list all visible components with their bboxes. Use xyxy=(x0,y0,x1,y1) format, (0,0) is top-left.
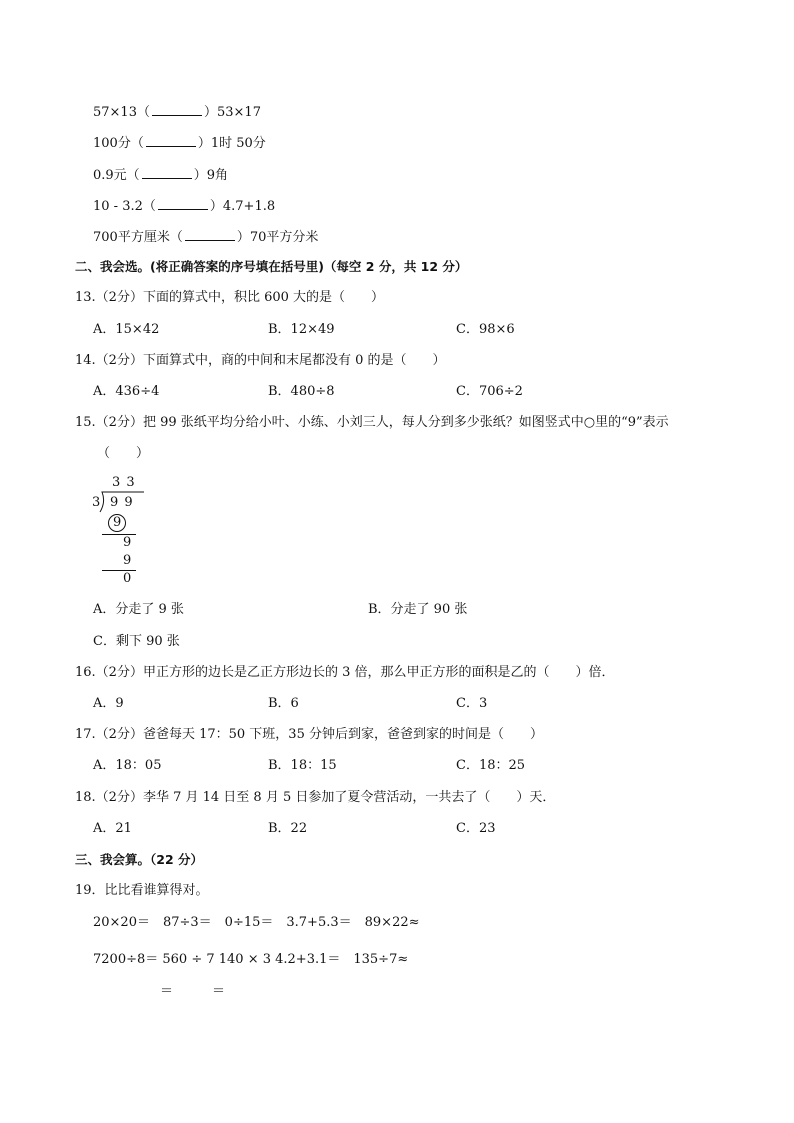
option-c[interactable]: C．剩下 90 张 xyxy=(93,634,180,649)
question-18: 18.（2分）李华 7 月 14 日至 8 月 5 日参加了夏令营活动，一共去了（ ）天． xyxy=(75,790,556,805)
calc-row-2: 7200÷8＝ 560 ÷ 7 140 × 3 4.2+3.1＝ 135÷7≈ xyxy=(93,952,409,967)
option-c[interactable]: C．23 xyxy=(456,821,496,836)
question-15: 15.（2分）把 99 张纸平均分给小叶、小练、小刘三人，每人分到多少张纸？如图竖式中○里的“9”表示 xyxy=(75,415,669,430)
option-c[interactable]: C．706÷2 xyxy=(456,384,523,399)
question-14: 14.（2分）下面算式中，商的中间和末尾都没有 0 的是（ ） xyxy=(75,353,446,368)
compare-line-4 xyxy=(93,197,275,215)
option-a[interactable]: A．9 xyxy=(93,696,124,711)
division-dividend: 9 9 xyxy=(110,495,134,510)
answer-blank[interactable] xyxy=(185,228,235,241)
section-heading-3: 三、我会算。（22 分） xyxy=(75,852,203,867)
option-b[interactable]: B．22 xyxy=(268,821,308,836)
section-heading-2: 二、我会选。(将正确答案的序号填在括号里)（每空 2 分，共 12 分） xyxy=(75,259,468,274)
division-divisor: 3 xyxy=(92,495,101,510)
compare-right: ）1时 50分 xyxy=(197,136,266,151)
question-16: 16.（2分）甲正方形的边长是乙正方形边长的 3 倍，那么甲正方形的面积是乙的（ ）倍． xyxy=(75,665,615,680)
compare-left: 700平方厘米（ xyxy=(93,230,183,245)
option-c[interactable]: C．18：25 xyxy=(456,758,526,773)
answer-blank[interactable] xyxy=(146,134,196,147)
question-17: 17.（2分）爸爸每天 17：50 下班，35 分钟后到家，爸爸到家的时间是（ ） xyxy=(75,727,543,742)
option-a[interactable]: A．分走了 9 张 xyxy=(93,602,184,617)
compare-left: 100分（ xyxy=(93,136,144,151)
option-a[interactable]: A．18：05 xyxy=(93,758,162,773)
compare-right: ）70平方分米 xyxy=(236,230,319,245)
compare-right: ）9角 xyxy=(193,168,228,183)
compare-right: ）53×17 xyxy=(203,105,261,120)
compare-line-5 xyxy=(93,228,318,246)
compare-left: 10 - 3.2（ xyxy=(93,199,156,214)
compare-line-1 xyxy=(93,103,261,121)
division-subtract-2: 9 xyxy=(123,553,132,568)
compare-line-2 xyxy=(93,134,266,152)
question-15-paren: （ ） xyxy=(97,446,150,461)
answer-blank[interactable] xyxy=(158,197,208,210)
option-c[interactable]: C．3 xyxy=(456,696,488,711)
compare-left: 57×13（ xyxy=(93,105,150,120)
option-b[interactable]: B．480÷8 xyxy=(268,384,335,399)
compare-line-3 xyxy=(93,166,228,184)
compare-right: ）4.7+1.8 xyxy=(209,199,276,214)
option-c[interactable]: C．98×6 xyxy=(456,322,515,337)
option-a[interactable]: A．21 xyxy=(93,821,132,836)
option-b[interactable]: B．18：15 xyxy=(268,758,337,773)
compare-left: 0.9元（ xyxy=(93,168,140,183)
division-final: 0 xyxy=(123,571,132,586)
option-b[interactable]: B．12×49 xyxy=(268,322,335,337)
division-circled-digit: 9 xyxy=(113,515,122,530)
question-19: 19．比比看谁算得对。 xyxy=(75,883,209,898)
answer-blank[interactable] xyxy=(142,166,192,179)
calc-row-3: ＝ ＝ xyxy=(160,984,226,999)
answer-blank[interactable] xyxy=(152,103,202,116)
option-b[interactable]: B．分走了 90 张 xyxy=(368,602,468,617)
question-13: 13.（2分）下面的算式中，积比 600 大的是（ ） xyxy=(75,290,385,305)
division-quotient: 3 3 xyxy=(112,475,136,490)
division-remainder-1: 9 xyxy=(123,535,132,550)
option-a[interactable]: A．15×42 xyxy=(93,322,160,337)
option-a[interactable]: A．436÷4 xyxy=(93,384,160,399)
option-b[interactable]: B．6 xyxy=(268,696,299,711)
calc-row-1: 20×20＝ 87÷3＝ 0÷15＝ 3.7+5.3＝ 89×22≈ xyxy=(93,915,420,930)
long-division-figure xyxy=(88,474,148,590)
